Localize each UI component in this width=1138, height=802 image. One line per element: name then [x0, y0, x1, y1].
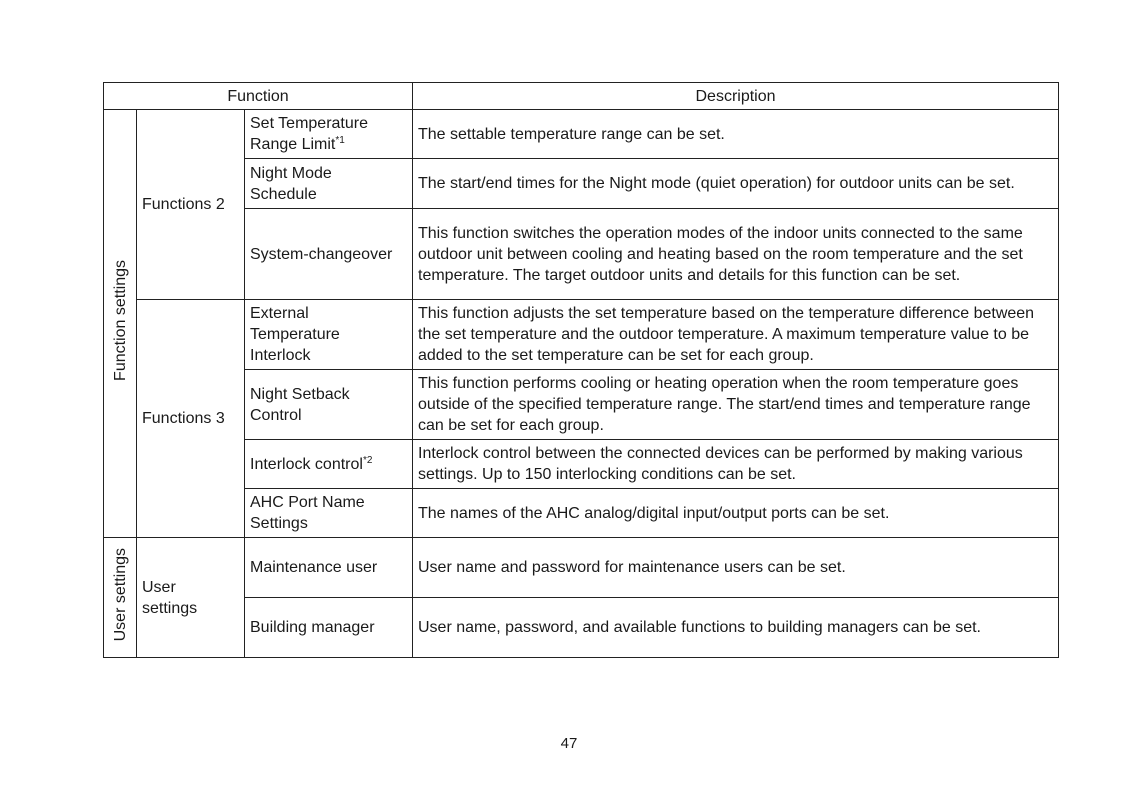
table-row — [104, 489, 1059, 538]
functions-2-group-label: Functions 2 — [137, 110, 245, 300]
function-name-line: External — [250, 305, 309, 322]
function-description-cell: The start/end times for the Night mode (quiet operation) for outdoor units can be set. — [413, 159, 1059, 209]
function-name-line: Night Mode — [250, 164, 332, 182]
table-header-row — [104, 83, 1059, 110]
table-row — [104, 538, 1059, 598]
function-name-cell — [245, 538, 413, 598]
function-name-cell — [245, 598, 413, 658]
function-name-cell — [245, 110, 413, 159]
function-name-line: Night Setback — [250, 385, 350, 403]
table-row — [104, 300, 1059, 370]
description-column-header: Description — [413, 83, 1059, 110]
function-description-cell: This function switches the operation modes of the indoor units connected to the same outdoor unit between cooling and heating based on the room temperature and the set temperature. The target outdoor units and details for this function can be set. — [413, 209, 1059, 300]
function-column-header: Function — [104, 83, 413, 110]
function-description-cell: This function adjusts the set temperature based on the temperature difference between the set temperature and the outdoor temperature. A maximum temperature value to be added to the set temperature can be set for each group. — [413, 300, 1059, 370]
function-name-line: Schedule — [250, 185, 317, 203]
table-row — [104, 110, 1059, 159]
function-name-line: AHC Port Name — [250, 494, 365, 511]
footnote-marker: *1 — [335, 135, 345, 146]
function-name-line: Control — [250, 406, 302, 424]
function-description-cell: Interlock control between the connected devices can be performed by making various settings. Up to 150 interlocking conditions can be set. — [413, 440, 1059, 489]
function-name-line: Settings — [250, 515, 308, 532]
user-settings-section-label: User settings — [104, 538, 137, 658]
table-row — [104, 440, 1059, 489]
functions-3-group-label: Functions 3 — [137, 300, 245, 538]
table-row — [104, 159, 1059, 209]
function-name-line: Range Limit — [250, 136, 336, 153]
function-name-cell — [245, 300, 413, 370]
function-description-cell: User name and password for maintenance users can be set. — [413, 538, 1059, 598]
table-row — [104, 598, 1059, 658]
function-name-line: Interlock — [250, 347, 311, 364]
page-number: 47 — [560, 735, 578, 752]
function-description-cell: User name, password, and available functions to building managers can be set. — [413, 598, 1059, 658]
function-name-cell — [245, 159, 413, 209]
function-name-line: Temperature — [250, 326, 340, 343]
function-name-cell — [245, 489, 413, 538]
function-name-cell — [245, 209, 413, 300]
function-description-cell: The names of the AHC analog/digital input/output ports can be set. — [413, 489, 1059, 538]
footnote-marker: *2 — [362, 454, 373, 466]
function-name-line: Set Temperature — [250, 115, 368, 132]
user-settings-group-label: User settings — [137, 538, 245, 658]
function-name-line: Interlock control — [250, 455, 363, 473]
table-row — [104, 370, 1059, 440]
table-row — [104, 209, 1059, 300]
function-name-cell — [245, 440, 413, 489]
function-name-cell — [245, 370, 413, 440]
function-name-line: Building manager — [250, 619, 375, 636]
function-description-cell: This function performs cooling or heating operation when the room temperature goes outside of the specified temperature range. The start/end times and temperature range can be set for each group. — [413, 370, 1059, 440]
function-description-table — [103, 82, 1059, 658]
function-name-line: Maintenance user — [250, 559, 378, 576]
function-description-cell: The settable temperature range can be set. — [413, 110, 1059, 159]
function-settings-section-label: Function settings — [104, 110, 137, 538]
function-name-line: System-changeover — [250, 245, 393, 263]
